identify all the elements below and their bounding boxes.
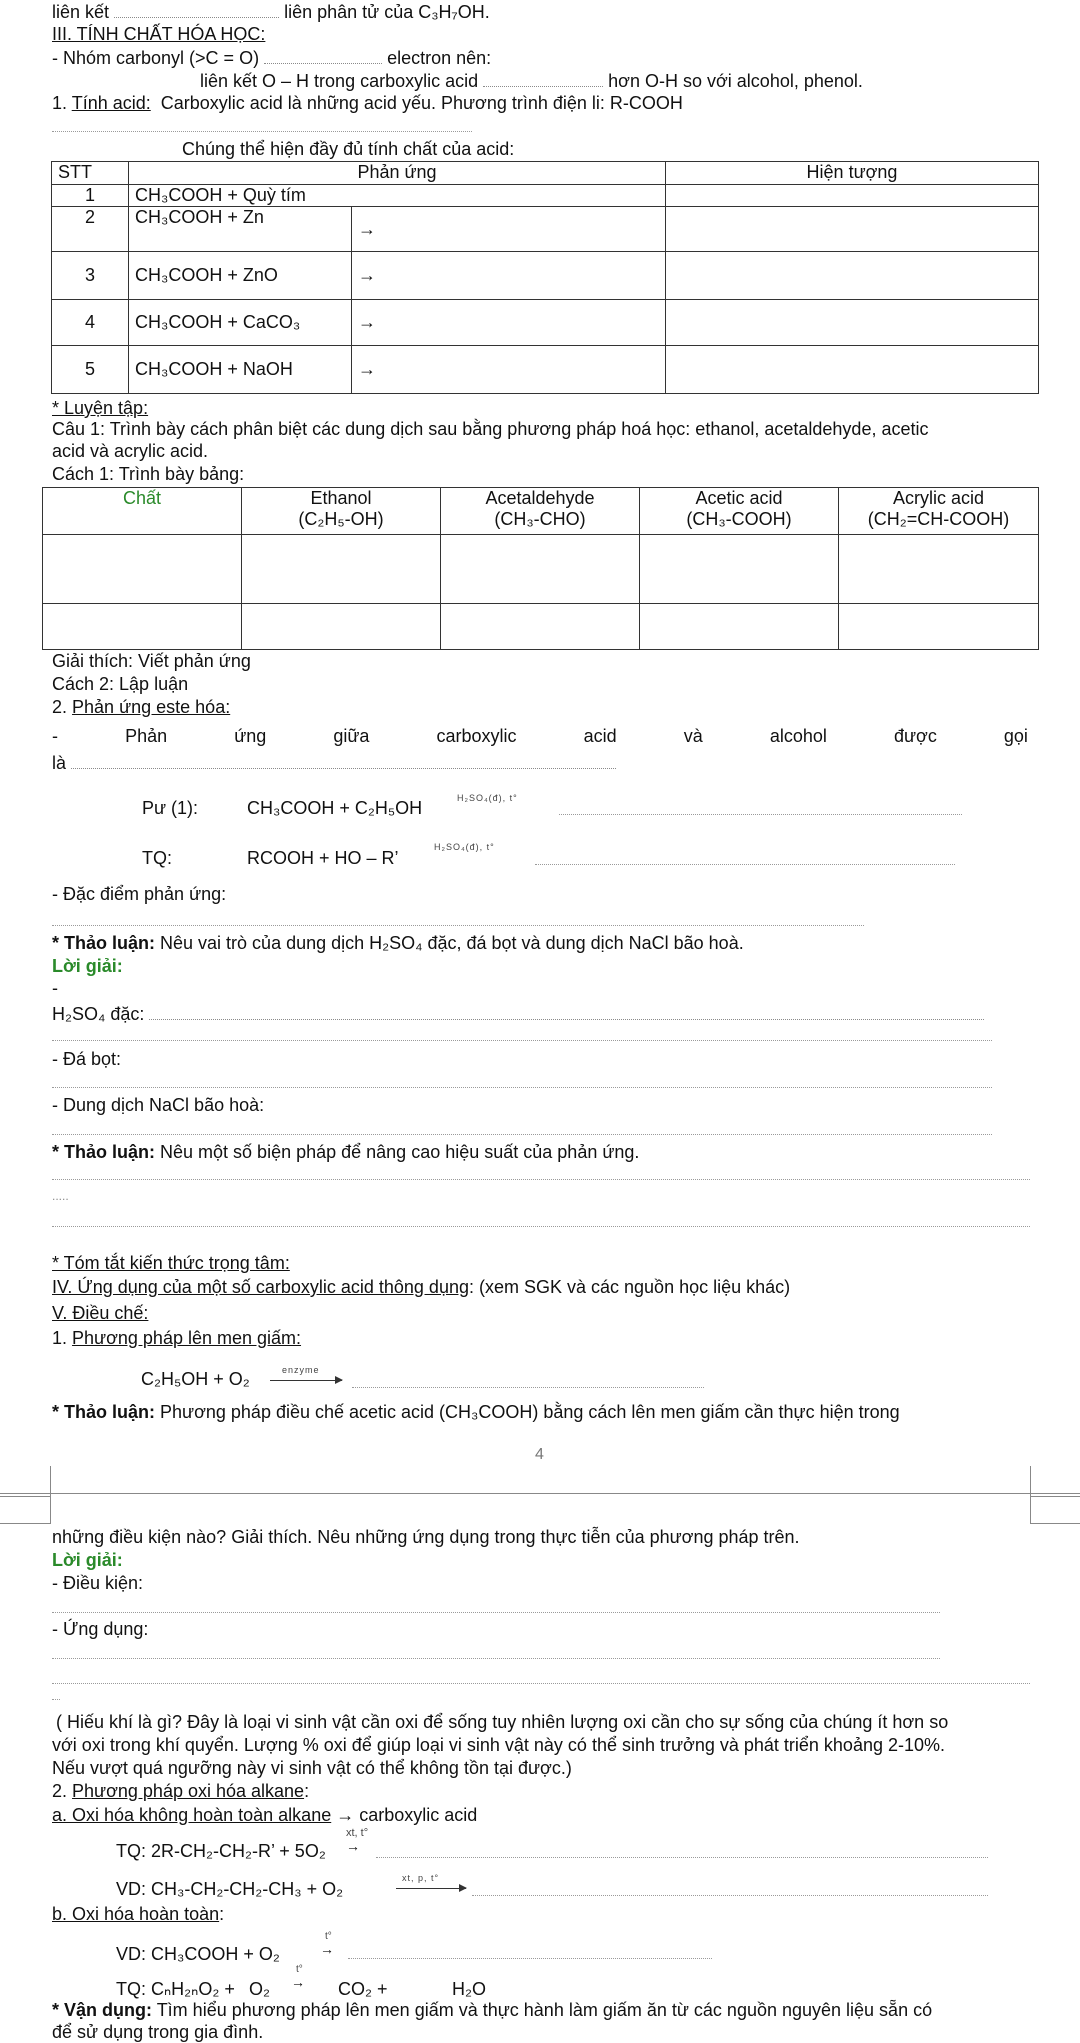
word: gọi: [1003, 726, 1028, 746]
blank-line: [535, 864, 955, 865]
table-header-row: [52, 162, 1039, 185]
word: carboxylic: [436, 726, 517, 746]
blank-line: [376, 1857, 988, 1858]
arrow-icon: →: [352, 346, 666, 394]
discussion-text: Phương pháp điều chế acetic acid (CH₃COOH) bằng cách lên men giấm cần thực hiện trong: [160, 1402, 900, 1422]
ester-la: [52, 752, 616, 774]
acrylic-formula: (CH₂=CH-COOH): [867, 508, 1010, 529]
pu1-equation: CH₃COOH + C₂H₅OH: [247, 798, 423, 818]
table-row: [52, 185, 1039, 207]
dash: -: [52, 978, 58, 998]
partial-vd-equation: VD: CH₃-CH₂-CH₂-CH₃ + O₂: [116, 1879, 344, 1899]
practice-title: * Luyện tập:: [52, 398, 149, 418]
discussion-head: * Thảo luận:: [52, 933, 155, 953]
row-phenomenon: [666, 300, 1039, 346]
method-2-title: Phương pháp oxi hóa alkane: [72, 1781, 305, 1801]
acrylic-name: Acrylic acid: [892, 488, 985, 508]
oh-bond-text: liên kết O – H trong carboxylic acid: [200, 71, 479, 92]
complete-tq-part-b: O₂: [249, 1979, 270, 1999]
method-2-heading: [52, 1781, 309, 1802]
blank-line: [52, 131, 472, 132]
carbonyl-text: - Nhóm carbonyl (>C = O): [52, 48, 260, 69]
method-1-heading: [52, 1328, 301, 1349]
short-dots: .....: [52, 1189, 69, 1203]
arrow-icon: →: [352, 300, 666, 346]
blank: [483, 70, 603, 87]
blank: [71, 752, 616, 769]
reaction-features: - Đặc điểm phản ứng:: [52, 884, 227, 904]
electron-text: electron nên:: [387, 48, 492, 69]
header-acrylic-acid: [839, 488, 1039, 535]
oh-bond-line: [200, 70, 863, 92]
aerobic-note-1: ( Hiếu khí là gì? Đây là loại vi sinh vật cần oxi để sống tuy nhiên lượng oxi cần cho sự sống của chúng ít hơn so: [56, 1712, 949, 1732]
partial-oxidation-title: a. Oxi hóa không hoàn toàn alkane: [52, 1805, 332, 1825]
intro-line: [52, 1, 490, 23]
tq-condition: H₂SO₄(đ), t°: [434, 842, 495, 852]
table-row: [52, 207, 1039, 252]
colon: :: [304, 1781, 310, 1801]
arrow-icon: →: [291, 1974, 305, 1990]
colon: :: [219, 1904, 225, 1924]
apply-line: [52, 2000, 932, 2021]
section-iv-note: : (xem SGK và các nguồn học liệu khác): [468, 1277, 791, 1297]
ester-title: Phản ứng este hóa:: [72, 697, 231, 717]
blank-line: [52, 1658, 940, 1659]
complete-vd-condition: t°: [325, 1931, 332, 1942]
word: alcohol: [769, 726, 827, 746]
way-1: Cách 1: Trình bày bảng:: [52, 464, 245, 484]
row-stt: 1: [52, 185, 129, 207]
question-1: Câu 1: Trình bày cách phân biệt các dung dịch sau bằng phương pháp hoá học: ethanol, acetaldehyde, acetic: [52, 419, 929, 439]
section-iv-title: IV. Ứng dụng của một số carboxylic acid thông dụng: [52, 1277, 469, 1297]
apply-line-2: để sử dụng trong gia đình.: [52, 2022, 264, 2042]
pu1-label: Pư (1):: [142, 798, 199, 818]
table-header-row: [43, 488, 1039, 535]
row-reaction: CH₃COOH + Quỳ tím: [129, 185, 666, 207]
header-acetic-acid: [640, 488, 839, 535]
row-reaction: CH₃COOH + Zn: [129, 207, 352, 252]
row-phenomenon: [666, 252, 1039, 300]
blank-line: [52, 1226, 1030, 1227]
table-row: [52, 252, 1039, 300]
section-v: V. Điều chế:: [52, 1303, 149, 1323]
blank-line: [52, 1612, 940, 1613]
way-2: Cách 2: Lập luận: [52, 674, 189, 694]
blank-line: [52, 925, 864, 926]
blank-line: [348, 1958, 712, 1959]
dabot-line: - Đá bọt:: [52, 1049, 122, 1069]
apply-head: * Vận dụng:: [52, 2000, 152, 2020]
acid-text: Carboxylic acid là những acid yếu. Phương trình điện li: R-COOH: [160, 93, 683, 113]
row-reaction: CH₃COOH + ZnO: [129, 252, 352, 300]
word: và: [683, 726, 703, 746]
blank: [149, 1003, 984, 1020]
header-phenomenon: Hiện tượng: [666, 162, 1039, 185]
acid-property-line: [52, 93, 683, 114]
acid-num: 1.: [52, 93, 68, 113]
blank-line: [52, 1134, 992, 1135]
partial-oxidation-heading: [52, 1805, 477, 1826]
discussion-2: [52, 1142, 639, 1163]
complete-tq-part-c: CO₂ +: [338, 1979, 388, 1999]
text-lienket: liên kết: [52, 2, 110, 23]
aerobic-note-3: Nếu vượt quá ngưỡng này vi sinh vật có thể không tồn tại được.): [52, 1758, 572, 1778]
section-iv: [52, 1277, 790, 1298]
row-phenomenon: [666, 346, 1039, 394]
arrow-icon: →: [352, 207, 666, 252]
blank-line: [472, 1895, 988, 1896]
partial-tq-condition: xt, t°: [346, 1827, 369, 1839]
discussion-text: Nêu vai trò của dung dịch H₂SO₄ đặc, đá bọt và dung dịch NaCl bão hoà.: [160, 933, 744, 953]
page-corner-marker: [1030, 1493, 1080, 1524]
ester-definition-line: [52, 726, 1028, 747]
discussion-head: * Thảo luận:: [52, 1402, 155, 1422]
text-lienphantu: liên phân tử của C₃H₇OH.: [284, 2, 490, 23]
method-1-num: 1.: [52, 1328, 68, 1348]
vinegar-equation: C₂H₅OH + O₂: [141, 1369, 250, 1389]
answer-label: Lời giải:: [52, 1550, 123, 1570]
row-stt: 4: [52, 300, 129, 346]
identification-table: [42, 487, 1039, 650]
page-corner-marker: [0, 1493, 51, 1524]
header-stt: STT: [52, 162, 129, 185]
blank-line: [559, 814, 962, 815]
complete-oxidation-heading: [52, 1904, 224, 1925]
complete-vd-equation: VD: CH₃COOH + O₂: [116, 1944, 280, 1964]
header-acetaldehyde: [441, 488, 640, 535]
complete-tq-condition: t°: [296, 1964, 303, 1975]
word: ứng: [234, 726, 267, 746]
reaction-arrow-icon: [270, 1380, 342, 1381]
row-phenomenon: [666, 207, 1039, 252]
header-reaction: Phản ứng: [129, 162, 666, 185]
nacl-line: - Dung dịch NaCl bão hoà:: [52, 1095, 265, 1115]
acetaldehyde-formula: (CH₃-CHO): [494, 508, 586, 529]
discussion-3-cont: những điều kiện nào? Giải thích. Nêu những ứng dụng trong thực tiễn của phương pháp trên.: [52, 1527, 800, 1547]
complete-oxidation-title: b. Oxi hóa hoàn toàn: [52, 1904, 220, 1924]
complete-tq-part-d: H₂O: [452, 1979, 486, 1999]
blank-line: [352, 1387, 704, 1388]
acid-show-text: Chúng thể hiện đầy đủ tính chất của acid:: [182, 139, 515, 159]
h2so4-line: [52, 1003, 984, 1025]
aerobic-note-2: với oxi trong khí quyển. Lượng % oxi để giúp loại vi sinh vật này có thể sinh trưởng và phát triển khoảng 2-10%.: [52, 1735, 946, 1755]
acetaldehyde-name: Acetaldehyde: [485, 488, 595, 508]
header-ethanol: [242, 488, 441, 535]
blank-line: [52, 1699, 60, 1700]
blank-line: [52, 1087, 992, 1088]
arrow-icon: →: [320, 1941, 334, 1957]
blank-line: [52, 1179, 1030, 1180]
h2so4-text: H₂SO₄ đặc:: [52, 1004, 145, 1025]
acid-title: Tính acid:: [71, 93, 151, 113]
la-text: là: [52, 753, 67, 774]
header-substance: Chất: [43, 488, 242, 535]
word: -: [52, 726, 58, 746]
summary-title: * Tóm tắt kiến thức trọng tâm:: [52, 1253, 290, 1273]
answer-label: Lời giải:: [52, 956, 123, 976]
word: Phản: [125, 726, 168, 746]
row-reaction: CH₃COOH + NaOH: [129, 346, 352, 394]
partial-tq-equation: TQ: 2R-CH₂-CH₂-R’ + 5O₂: [116, 1841, 326, 1861]
ethanol-formula: (C₂H₅-OH): [298, 508, 384, 529]
acetic-formula: (CH₃-COOH): [686, 508, 792, 529]
arrow-icon: →: [346, 1838, 360, 1854]
discussion-head: * Thảo luận:: [52, 1142, 155, 1162]
conditions-line: - Điều kiện:: [52, 1573, 144, 1593]
oh-compare-text: hơn O-H so với alcohol, phenol.: [608, 71, 863, 92]
row-stt: 5: [52, 346, 129, 394]
table-row: [43, 604, 1039, 650]
carbonyl-line: [52, 47, 491, 69]
section-iii-title: III. TÍNH CHẤT HÓA HỌC:: [52, 24, 266, 44]
tq-label: TQ:: [142, 848, 172, 868]
enzyme-label: enzyme: [282, 1365, 320, 1375]
method-2-num: 2.: [52, 1781, 68, 1801]
ethanol-name: Ethanol: [310, 488, 372, 508]
applications-line: - Ứng dụng:: [52, 1619, 149, 1639]
page-number: 4: [535, 1446, 544, 1463]
blank-line: [52, 1040, 992, 1041]
reaction-arrow-icon: [396, 1888, 466, 1889]
row-phenomenon: [666, 185, 1039, 207]
row-stt: 3: [52, 252, 129, 300]
discussion-3: [52, 1402, 900, 1423]
ester-heading: [52, 697, 230, 718]
partial-vd-condition: xt, p, t°: [402, 1873, 440, 1883]
discussion-text: Nêu một số biện pháp để nâng cao hiệu suất của phản ứng.: [160, 1142, 640, 1162]
table-row: [52, 346, 1039, 394]
question-1-cont: acid và acrylic acid.: [52, 441, 209, 461]
page-break: [0, 1493, 1080, 1494]
word: acid: [583, 726, 617, 746]
acid-reaction-table: [51, 161, 1039, 394]
ester-num: 2.: [52, 697, 68, 717]
blank: [114, 1, 279, 18]
partial-oxidation-tail: → carboxylic acid: [336, 1805, 478, 1825]
complete-tq-part-a: TQ: CₙH₂ₙO₂ +: [116, 1979, 235, 1999]
acetic-name: Acetic acid: [695, 488, 783, 508]
word: được: [893, 726, 937, 746]
row-stt: 2: [52, 207, 129, 252]
blank: [264, 47, 382, 64]
apply-text: Tìm hiểu phương pháp lên men giấm và thực hành làm giấm ăn từ các nguồn nguyên liệu sẵn có: [156, 2000, 933, 2020]
table-row: [52, 300, 1039, 346]
pu1-condition: H₂SO₄(đ), t°: [457, 793, 518, 803]
table-row: [43, 535, 1039, 604]
arrow-icon: →: [352, 252, 666, 300]
discussion-1: [52, 933, 744, 954]
blank-line: [52, 1683, 1030, 1684]
word: giữa: [333, 726, 370, 746]
method-1-title: Phương pháp lên men giấm:: [72, 1328, 302, 1348]
explain-line: Giải thích: Viết phản ứng: [52, 651, 251, 671]
tq-equation: RCOOH + HO – R’: [247, 848, 399, 868]
row-reaction: CH₃COOH + CaCO₃: [129, 300, 352, 346]
